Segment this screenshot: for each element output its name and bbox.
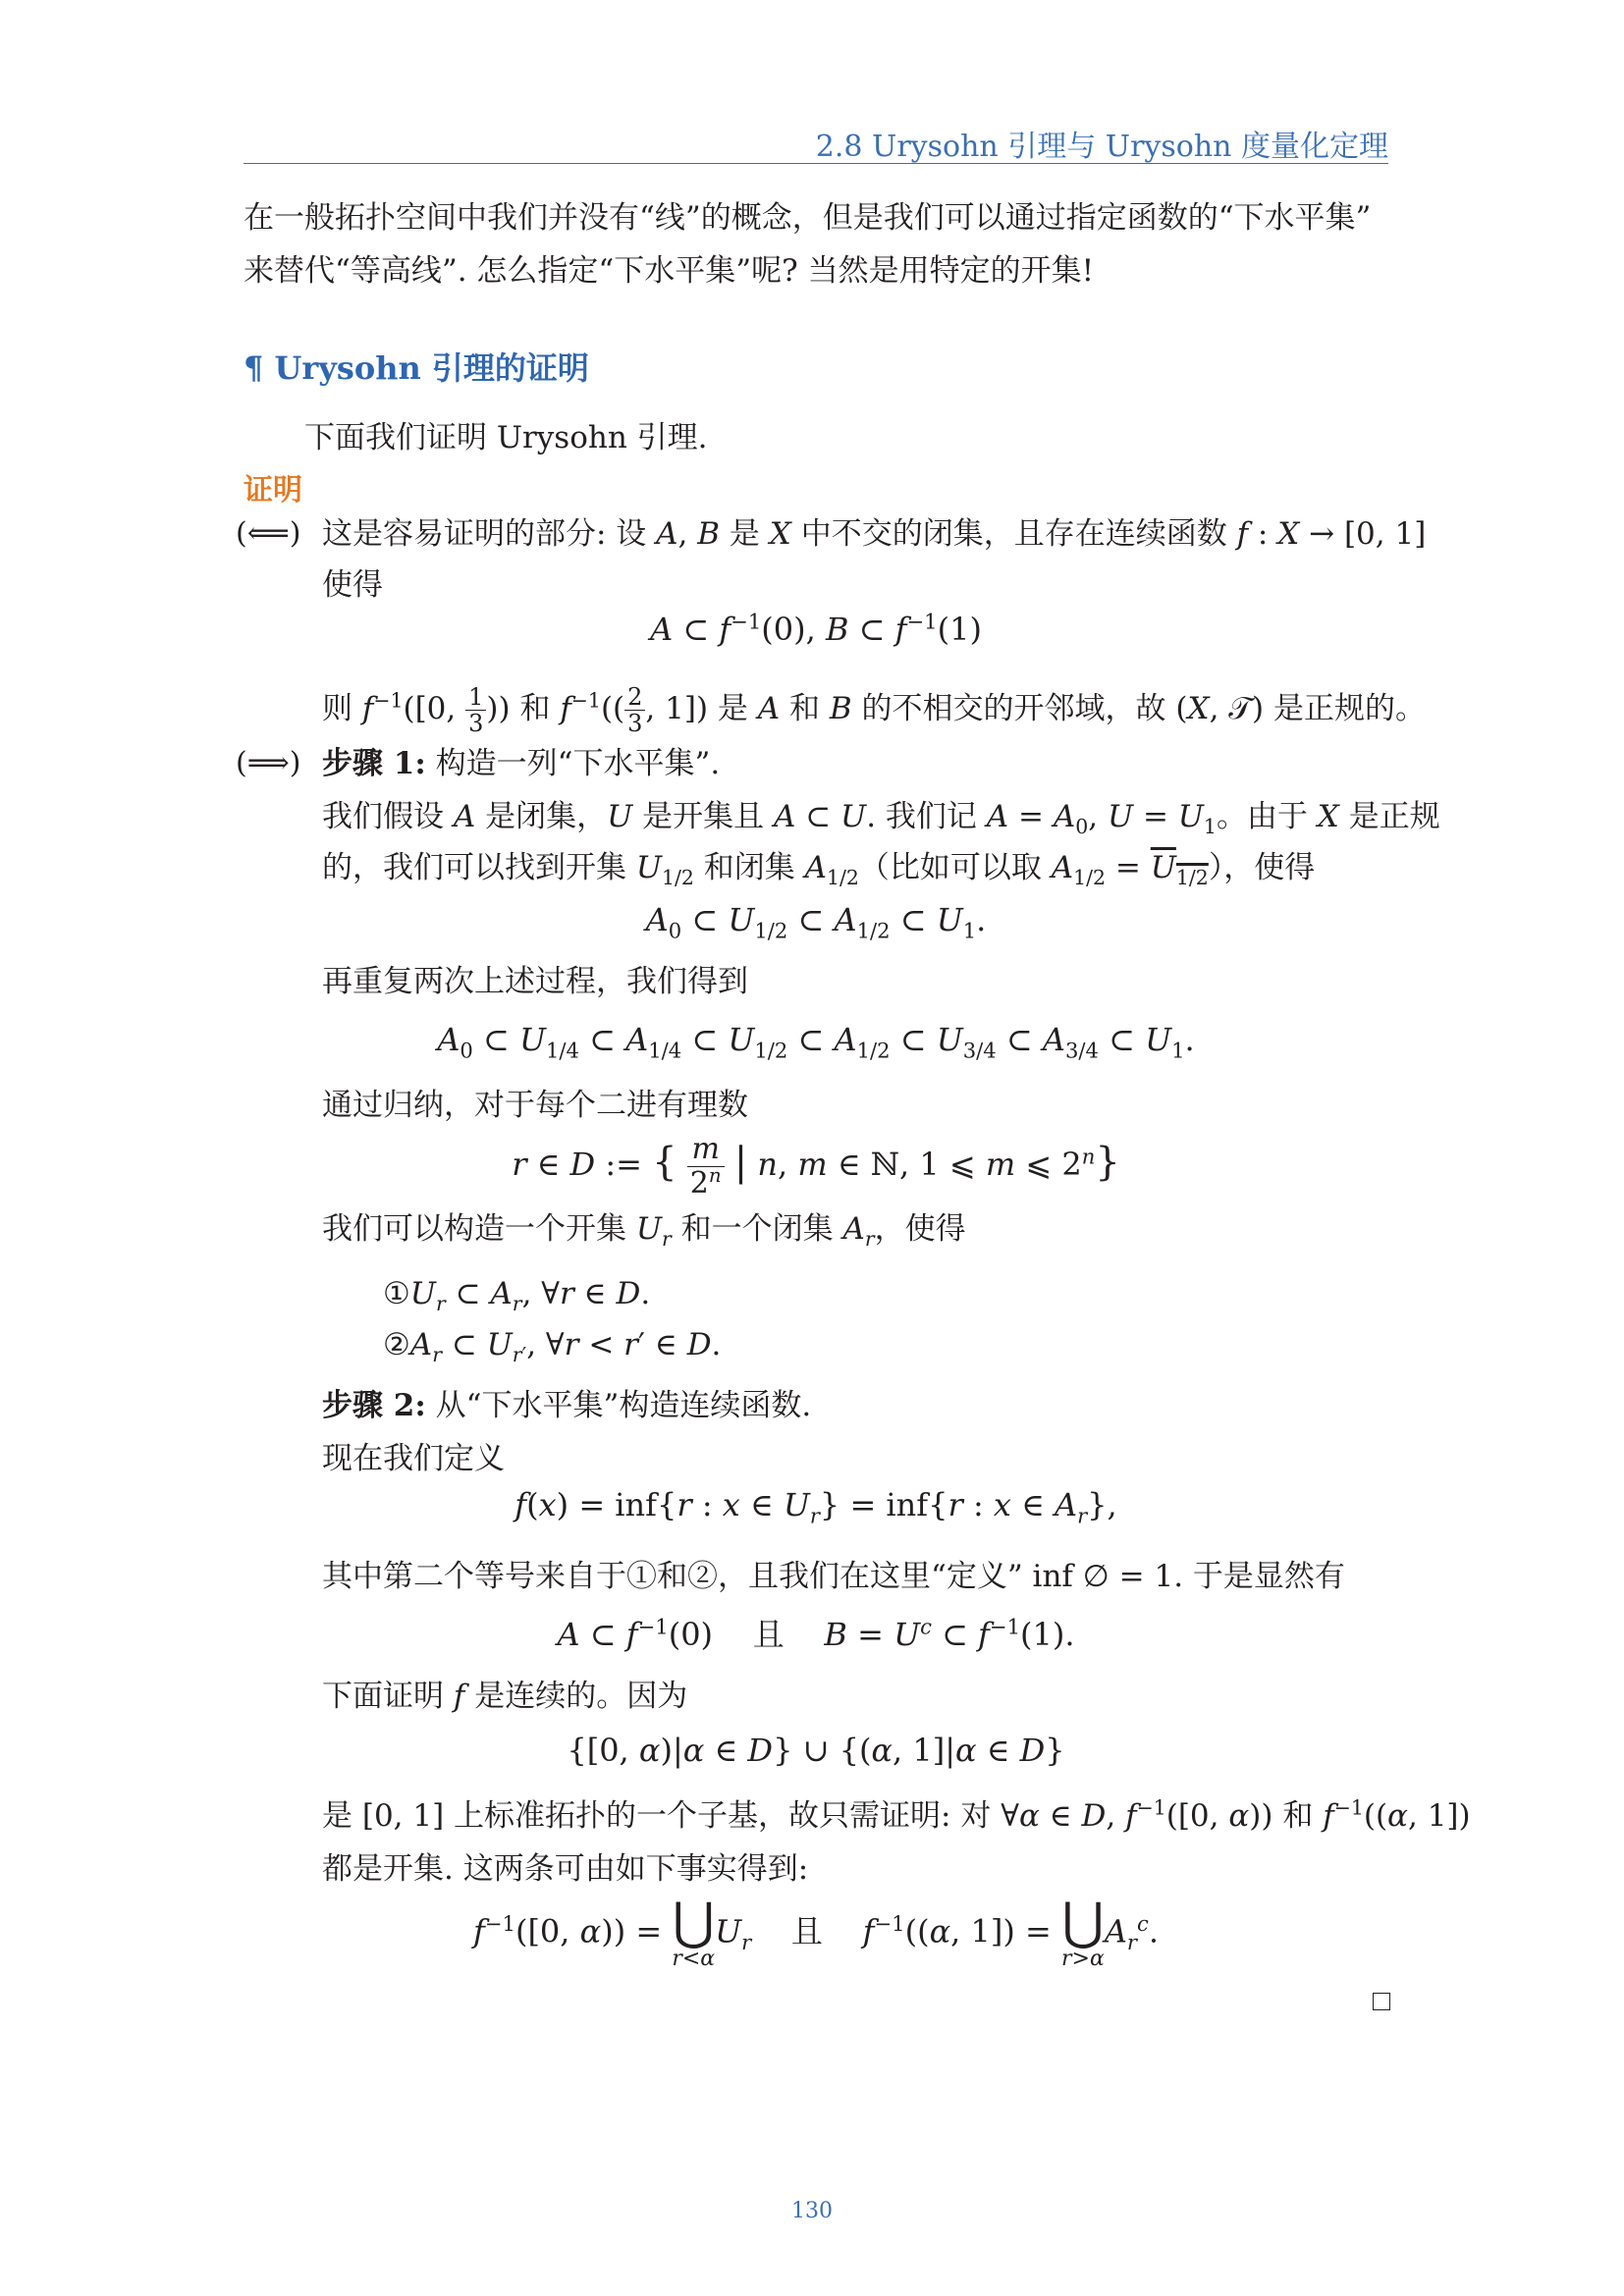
equation-chain-2: $A_0$ ⊂ $U_{1/4}$ ⊂ $A_{1/4}$ ⊂ $U_{1/2}$ ⊂ $A_{1/2}$ ⊂ $U_{3/4}$ ⊂ $A_{3/4}$ ⊂ $U_1$. [437,1021,1195,1063]
proof-label: 证明 [244,473,302,507]
page-number: 130 [791,2199,833,2223]
intro-line-1: 在一般拓扑空间中我们并没有“线”的概念，但是我们可以通过指定函数的“下水平集” [244,200,1372,236]
qed-square-icon [1373,1993,1390,2010]
equation-preimages: A ⊂ $f^{-1}(0)$, B ⊂ $f^{-1}(1)$ [650,609,982,648]
left-dir-line-1: 这是容易证明的部分: 设 A, B 是 X 中不交的闭集，且存在连续函数 f : X → [0, 1] [322,516,1427,552]
condition-2: $②A_r$ ⊂ $U_{r'}$, ∀r < r′ ∈ D. [383,1327,722,1367]
equation-subbase: {[0, α)|α ∈ D} ∪ {(α, 1]|α ∈ D} [567,1732,1065,1769]
running-header: 2.8 Urysohn 引理与 Urysohn 度量化定理 [815,130,1388,164]
equation-union-preimages: $f^{-1}([0$, α)) = ⋃ r<α $U_r$ 且 $f^{-1}((\alpha$, 1]) = ⋃ r>α $A_r^c$. [472,1893,1160,1971]
induction-sentence: 通过归纳，对于每个二进有理数 [322,1088,748,1123]
remark-sentence: 其中第二个等号来自于①和②，且我们在这里“定义” inf ∅ = 1. 于是显然有 [322,1559,1345,1594]
define-sentence: 现在我们定义 [322,1441,505,1476]
intro-line-2: 来替代“等高线”. 怎么指定“下水平集”呢? 当然是用特定的开集! [244,253,1095,289]
lead-sentence: 下面我们证明 Urysohn 引理. [304,420,708,455]
step1-para-line-2: 的，我们可以找到开集 $U_{1/2}$ 和闭集 $A_{1/2}$（比如可以取 $A_{1/2} = U_{1/2}$），使得 [322,850,1316,890]
step1-heading: 步骤 1: 构造一列“下水平集”. [322,746,721,781]
equation-chain-1: $A_0$ ⊂ $U_{1/2}$ ⊂ $A_{1/2}$ ⊂ $U_1$. [645,901,987,943]
subbase-sentence-line-1: 是 [0, 1] 上标准拓扑的一个子基，故只需证明: 对 ∀α ∈ D, $f^{-1}([0$, α)) 和 $f^{-1}((\alpha$, 1]) [322,1795,1471,1834]
repeat-sentence: 再重复两次上述过程，我们得到 [322,964,748,999]
continuity-sentence: 下面证明 f 是连续的。因为 [322,1679,688,1714]
equation-boundary-values: A ⊂ $f^{-1}(0)$ 且 $B = U^c$ ⊂ $f^{-1}(1)$. [557,1614,1075,1653]
left-dir-line-3: 则 $f^{-1}([0$, $\frac{1}{3}$ )) 和 $f^{-1}$(( $\frac{2}{3}$ , 1]) 是 A 和 B 的不相交的开邻域，故 (X, 𝒯) 是正规的。 [322,683,1426,737]
left-dir-line-2: 使得 [322,567,383,603]
section-title: ¶ Urysohn 引理的证明 [244,349,589,387]
subbase-sentence-line-2: 都是开集. 这两条可由如下事实得到: [322,1851,809,1887]
construct-sentence: 我们可以构造一个开集 $U_r$ 和一个闭集 $A_r$，使得 [322,1211,966,1252]
direction-marker-left: (⟸) [236,516,301,551]
header-rule [244,163,1388,164]
step1-para-line-1: 我们假设 A 是闭集，U 是开集且 A ⊂ U. 我们记 $A = A_0$, $U = U_1$。由于 X 是正规 [322,799,1440,839]
equation-dyadic-set: r ∈ D := { $\frac{m}{2^n}$ | n, m ∈ ℕ, 1 ⩽ m ⩽ 2$^n$} [512,1132,1120,1201]
equation-definition-f: f(x) = inf{r : x ∈ $U_r\} = inf\{r$ : x ∈ $A_r$}, [514,1486,1117,1528]
condition-1: $①U_r$ ⊂ $A_r$, ∀r ∈ D. [383,1276,651,1316]
step2-heading: 步骤 2: 从“下水平集”构造连续函数. [322,1388,812,1423]
direction-marker-right: (⟹) [236,746,301,780]
